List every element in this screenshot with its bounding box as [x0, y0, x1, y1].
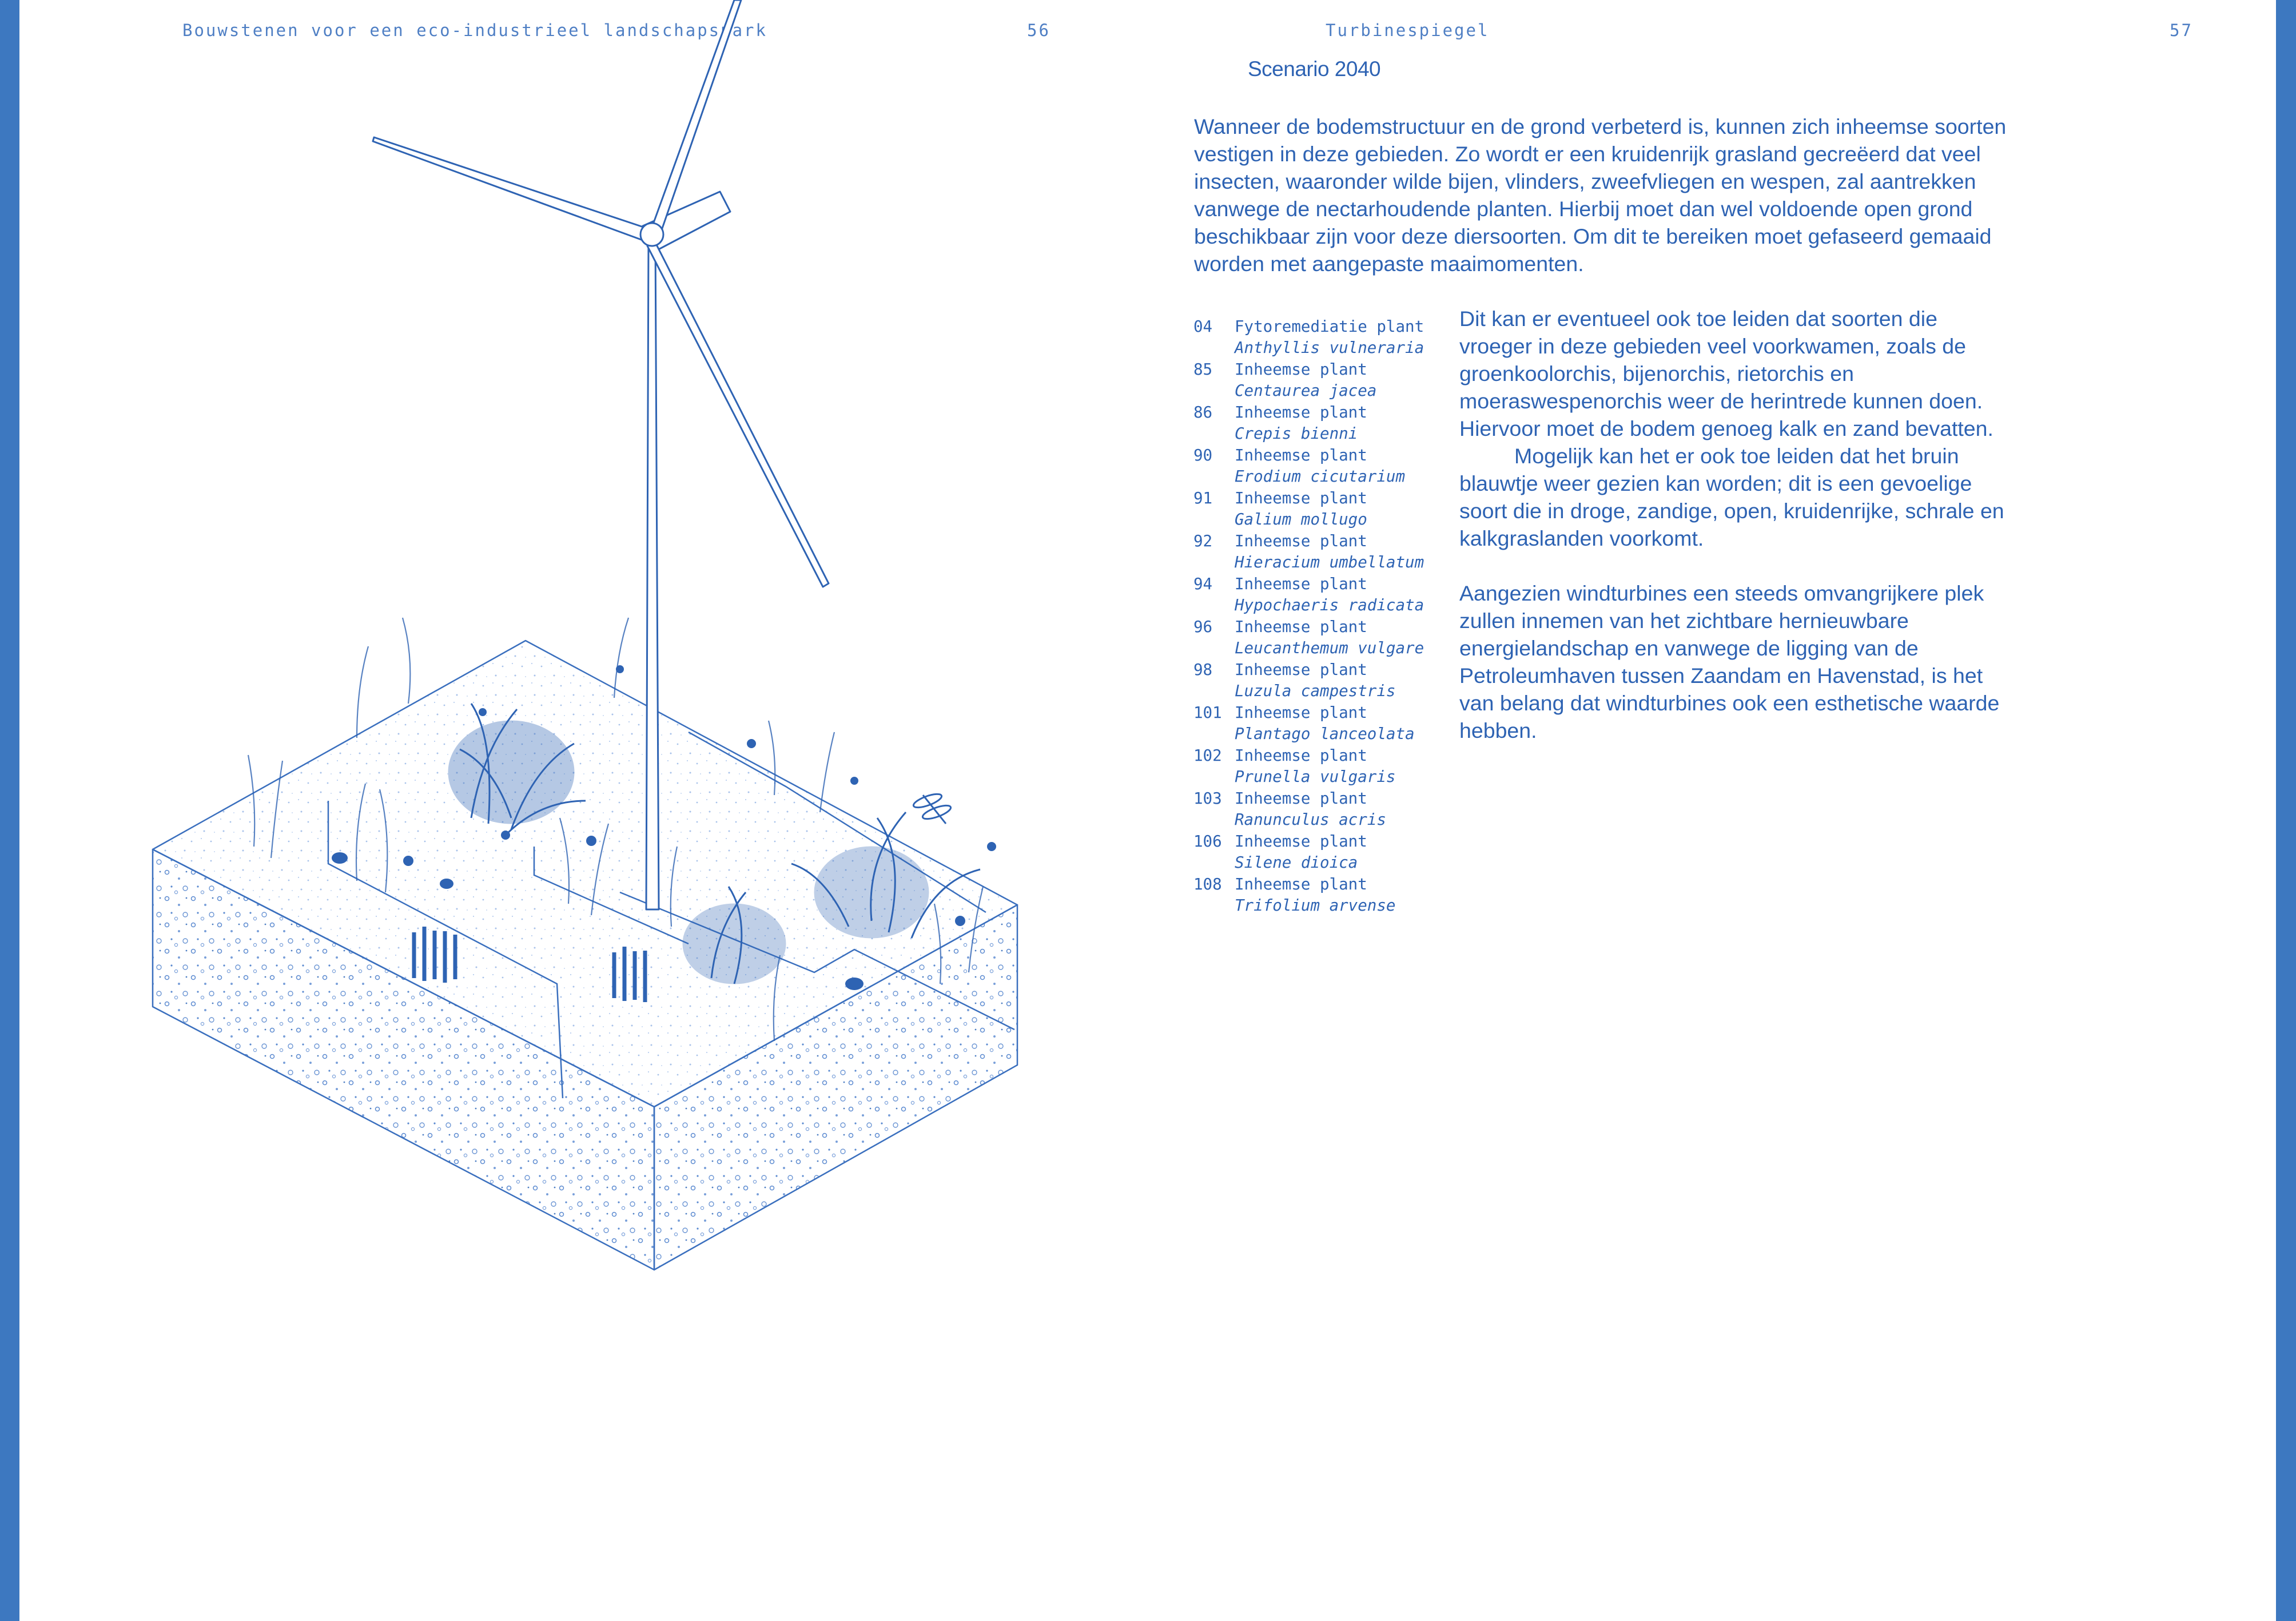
species-type: Inheemse plant	[1235, 575, 1367, 593]
species-type: Fytoremediatie plant	[1235, 317, 1424, 336]
species-item	[1193, 445, 1468, 488]
body-paragraph-butterfly: Mogelijk kan het er ook toe leiden dat het bruin blauwtje weer gezien kan worden; dit is een gevoelige soort die in droge, zandige, open, kruidenrijke, schrale en kalkgraslanden voorkomt.	[1459, 444, 2004, 550]
species-text	[1235, 617, 1424, 659]
species-text	[1235, 702, 1415, 745]
book-spread	[19, 0, 2276, 1621]
species-type: Inheemse plant	[1235, 661, 1367, 679]
species-number: 106	[1193, 832, 1222, 851]
species-number: 102	[1193, 746, 1222, 765]
species-text	[1235, 359, 1376, 402]
species-latin-name: Luzula campestris	[1235, 682, 1396, 700]
species-latin-name: Anthyllis vulneraria	[1235, 339, 1424, 357]
species-item	[1193, 359, 1468, 402]
species-number: 92	[1193, 532, 1213, 550]
body-paragraph-orchids: Dit kan er eventueel ook toe leiden dat soorten die vroeger in deze gebieden veel voorkwamen, zoals de groenkoolorchis, bijenorchis, rietorchis en moeraswespenorchis weer de herintrede kunnen doen. Hiervoor moet de bodem genoeg kalk en zand bevatten.	[1459, 307, 1993, 440]
species-type: Inheemse plant	[1235, 618, 1367, 636]
species-type: Inheemse plant	[1235, 532, 1367, 550]
species-text	[1235, 574, 1424, 617]
species-type: Inheemse plant	[1235, 360, 1367, 379]
species-latin-name: Leucanthemum vulgare	[1235, 639, 1424, 657]
species-item	[1193, 617, 1468, 659]
species-number: 108	[1193, 875, 1222, 893]
species-type: Inheemse plant	[1235, 789, 1367, 808]
turbine-landscape-illustration	[111, 0, 1083, 1293]
species-item	[1193, 831, 1468, 874]
species-number: 90	[1193, 446, 1213, 464]
species-text	[1235, 445, 1405, 488]
body-column	[1459, 305, 2010, 744]
scenario-title: Scenario 2040	[1248, 57, 1381, 81]
species-item	[1193, 702, 1468, 745]
species-latin-name: Crepis bienni	[1235, 424, 1358, 443]
species-number: 103	[1193, 789, 1222, 808]
species-type: Inheemse plant	[1235, 832, 1367, 851]
body-paragraph-turbines: Aangezien windturbines een steeds omvangrijkere plek zullen innemen van het zichtbare hernieuwbare energielandschap en vanwege de ligging van de Petroleumhaven tussen Zaandam en Havenstad, is het van belang dat windturbines ook een esthetische waarde hebben.	[1459, 581, 2000, 742]
species-text	[1235, 531, 1424, 574]
species-type: Inheemse plant	[1235, 746, 1367, 765]
species-text	[1235, 488, 1367, 531]
species-latin-name: Silene dioica	[1235, 853, 1358, 872]
running-header-right: Turbinespiegel	[1326, 21, 1490, 40]
species-latin-name: Trifolium arvense	[1235, 896, 1396, 915]
species-latin-name: Plantago lanceolata	[1235, 725, 1415, 743]
species-number: 86	[1193, 403, 1213, 422]
species-item	[1193, 745, 1468, 788]
intro-paragraph: Wanneer de bodemstructuur en de grond verbeterd is, kunnen zich inheemse soorten vestigen in deze gebieden. Zo wordt er een kruidenrijk grasland gecreëerd dat veel insecten, waaronder wilde bijen, vlinders, zweefvliegen en wespen, zal aantrekken vanwege de nectarhoudende planten. Hierbij moet dan wel voldoende open grond beschikbaar zijn voor deze diersoorten. Om dit te bereiken moet gefaseerd gemaaid worden met aangepaste maaimomenten.	[1194, 114, 2007, 276]
species-text	[1235, 745, 1395, 788]
species-type: Inheemse plant	[1235, 403, 1367, 422]
species-latin-name: Galium mollugo	[1235, 510, 1367, 529]
species-item	[1193, 659, 1468, 702]
species-type: Inheemse plant	[1235, 489, 1367, 507]
species-number: 04	[1193, 317, 1213, 336]
species-item	[1193, 788, 1468, 831]
running-header-left: Bouwstenen voor een eco-industrieel landschapspark	[182, 21, 767, 40]
species-number: 101	[1193, 704, 1222, 722]
species-type: Inheemse plant	[1235, 704, 1367, 722]
species-text	[1235, 316, 1424, 359]
species-number: 98	[1193, 661, 1213, 679]
species-type: Inheemse plant	[1235, 446, 1367, 464]
species-latin-name: Hieracium umbellatum	[1235, 553, 1424, 571]
species-number: 94	[1193, 575, 1213, 593]
species-item	[1193, 402, 1468, 445]
species-latin-name: Hypochaeris radicata	[1235, 596, 1424, 614]
species-latin-name: Centaurea jacea	[1235, 382, 1377, 400]
species-text	[1235, 874, 1395, 917]
species-number: 91	[1193, 489, 1213, 507]
species-list	[1193, 316, 1468, 917]
species-type: Inheemse plant	[1235, 875, 1367, 893]
species-item	[1193, 316, 1468, 359]
species-text	[1235, 659, 1395, 702]
page-number-left: 56	[1027, 21, 1050, 40]
species-item	[1193, 531, 1468, 574]
species-text	[1235, 788, 1386, 831]
species-latin-name: Prunella vulgaris	[1235, 768, 1396, 786]
soil-block	[153, 641, 1017, 1270]
page-number-right: 57	[2170, 21, 2193, 40]
species-item	[1193, 574, 1468, 617]
species-item	[1193, 874, 1468, 917]
species-text	[1235, 402, 1367, 445]
species-number: 85	[1193, 360, 1213, 379]
species-number: 96	[1193, 618, 1213, 636]
species-item	[1193, 488, 1468, 531]
species-latin-name: Ranunculus acris	[1235, 810, 1386, 829]
species-text	[1235, 831, 1367, 874]
species-latin-name: Erodium cicutarium	[1235, 467, 1406, 486]
